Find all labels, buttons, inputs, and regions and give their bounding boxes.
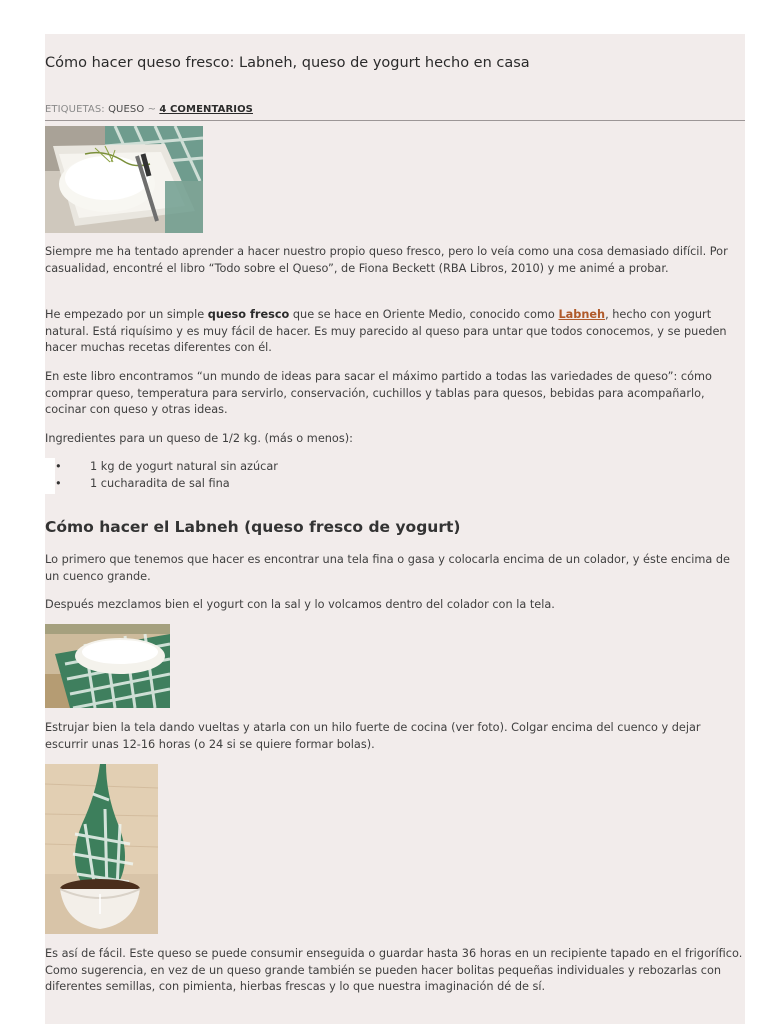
- p2-text-after: , hecho con yogurt natural. Está riquísimo y es muy fácil de hacer. Es muy parecido al queso para untar que todos conocemos, y se pueden hacer muchas recetas diferentes con él.: [45, 308, 727, 354]
- article-page: [45, 34, 745, 1024]
- tags-label: ETIQUETAS:: [45, 104, 105, 115]
- labneh-link[interactable]: Labneh: [558, 308, 606, 321]
- p2-text-middle: que se hace en Oriente Medio, conocido como: [289, 308, 559, 321]
- meta-separator: ~: [147, 104, 157, 115]
- paragraph-conclusion: Es así de fácil. Este queso se puede consumir enseguida o guardar hasta 36 horas en un recipiente tapado en el frigorífico. Como sugerencia, en vez de un queso grande también se pueden hacer bolitas pequeñas individuales y rebozarlas con diferentes semillas, con pimienta, hierbas frescas y lo que nuestra imaginación dé de sí.: [45, 947, 743, 993]
- paragraph-step-3: Estrujar bien la tela dando vueltas y atarla con un hilo fuerte de cocina (ver foto). Colgar encima del cuenco y dejar escurrir unas 12-16 horas (o 24 si se quiere formar bolas).: [45, 721, 701, 751]
- ingredients-list: [45, 458, 745, 492]
- paragraph-labneh: [45, 307, 745, 357]
- comments-link[interactable]: 4 COMENTARIOS: [159, 104, 253, 115]
- p2-text-before: He empezado por un simple: [45, 308, 208, 321]
- paragraph-step-2: Después mezclamos bien el yogurt con la sal y lo volcamos dentro del colador con la tela.: [45, 598, 555, 611]
- article-title: Cómo hacer queso fresco: Labneh, queso de yogurt hecho en casa: [45, 55, 530, 71]
- paragraph-intro: Siempre me ha tentado aprender a hacer nuestro propio queso fresco, pero lo veía como una cosa demasiado difícil. Por casualidad, encontré el libro “Todo sobre el Queso”, de Fiona Beckett (RBA Libros, 2010) y me animé a probar.: [45, 245, 728, 275]
- list-item: • 1 cucharadita de sal fina: [45, 475, 745, 492]
- cheese-plate-photo: [45, 126, 203, 233]
- meta-divider: [45, 120, 745, 121]
- yogurt-cloth-photo: [45, 624, 170, 708]
- article-meta: [45, 104, 745, 115]
- paragraph-ingredients-intro: Ingredientes para un queso de 1/2 kg. (más o menos):: [45, 432, 353, 445]
- list-item: • 1 kg de yogurt natural sin azúcar: [45, 458, 745, 475]
- paragraph-step-1: Lo primero que tenemos que hacer es encontrar una tela fina o gasa y colocarla encima de un colador, y éste encima de un cuenco grande.: [45, 553, 730, 583]
- section-heading: Cómo hacer el Labneh (queso fresco de yogurt): [45, 518, 461, 536]
- hanging-cloth-photo: [45, 764, 158, 934]
- paragraph-book: En este libro encontramos “un mundo de ideas para sacar el máximo partido a todas las variedades de queso”: cómo comprar queso, temperatura para servirlo, conservación, cuchillos y tablas para quesos, bebidas para acompañarlo, cocinar con queso y otras ideas.: [45, 370, 712, 416]
- queso-fresco-bold: queso fresco: [207, 308, 290, 321]
- tag-link-queso[interactable]: QUESO: [108, 104, 145, 115]
